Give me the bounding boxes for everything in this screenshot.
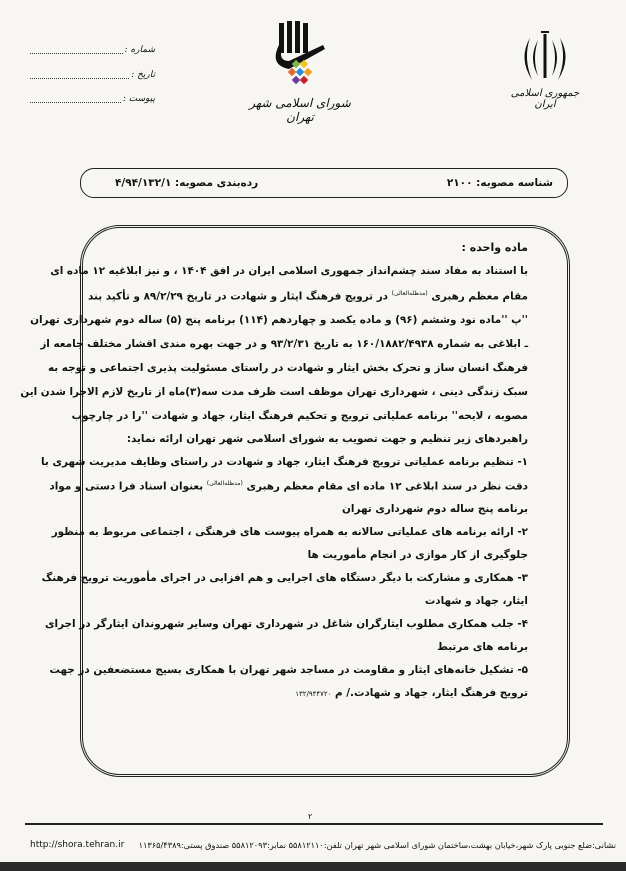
date-field (30, 70, 155, 80)
body-line (93, 687, 528, 699)
honorific: (مدظله‌العالی) (391, 290, 428, 297)
date-blank (30, 70, 129, 79)
body-line: فرهنگ انسان ساز و تحرک بخش ایثار و شهادت در راستای مسئولیت پذیری اجتماعی و توجه به (47, 362, 528, 374)
resolution-meta-box (80, 168, 568, 198)
attachment-field (30, 94, 155, 104)
reference-code: ۱۳۲/۹۴۴۷۲۰ (295, 690, 332, 698)
leader-title: مقام معظم رهبری (431, 290, 528, 303)
council-caption: شورای اسلامی شهر تهران (249, 96, 351, 124)
list-item-4: ۴- جلب همکاری مطلوب ایثارگران شاغل در شهرداری تهران وسایر شهروندان ایثارگر در اجرای (45, 618, 528, 630)
address-text: نشانی:ضلع جنوبی پارک شهر،خیابان بهشت،ساختمان شورای اسلامی شهر تهران تلفن:۵۵۸۱۲۱۱۰ نمابر:۵۵۸۱۲۰۹۳ صندوق پستی:۱۱۳۶۵/۴۳۸۹ (138, 840, 616, 850)
body-line: برنامه پنج ساله دوم شهرداری تهران (342, 503, 528, 515)
body-line-text: ترویج فرهنگ ایثار، جهاد و شهادت./ م (335, 687, 528, 699)
attachment-blank (30, 94, 121, 103)
body-line: مصوبه ، لایحه'' برنامه عملیاتی ترویج و تحکیم فرهنگ ایثار، جهاد و شهادت ''را در چارچوب (71, 410, 528, 422)
list-item-3: ۳- همکاری و مشارکت با دیگر دستگاه های اجرایی و هم افزایی در اجرای مأموریت ترویج فرهنگ (41, 572, 528, 584)
number-blank (30, 45, 123, 54)
number-label: شماره : (124, 45, 155, 55)
resolution-id: شناسه مصوبه: ۲۱۰۰ (446, 177, 553, 189)
iran-emblem-logo (520, 30, 570, 86)
body-line: ـ ابلاغی به شماره ۱۶۰/۱۸۸۲/۴۹۳۸ به تاریخ ۹۳/۲/۳۱ و در جهت بهره مندی اقشار مختلف جامعه از (40, 338, 528, 350)
body-line (49, 480, 528, 493)
footer-divider (25, 823, 603, 825)
body-line: جلوگیری از کار موازی در انجام مأموریت ها (307, 549, 528, 561)
article-heading: ماده واحده : (461, 241, 528, 254)
body-line: راهبردهای زیر تنظیم و جهت تصویب به شورای اسلامی شهر تهران ارائه نماید: (126, 433, 528, 445)
list-item-5: ۵- تشکیل خانه‌های ایثار و مقاومت در مساجد شهر تهران با همکاری بسیج مستضعفین در جهت (49, 664, 528, 676)
attachment-label: پیوست : (122, 94, 155, 104)
list-item-1: ۱- تنظیم برنامه عملیاتی ترویج فرهنگ ایثار، جهاد و شهادت در راستای وظایف مدیریت شهری با (41, 456, 528, 468)
body-line: ایثار، جهاد و شهادت (424, 595, 528, 607)
body-line (88, 290, 528, 303)
date-label: تاریخ : (131, 70, 155, 80)
body-line: برنامه های مرتبط (437, 641, 528, 653)
body-line-text: بعنوان اسناد فرا دستی و مواد (49, 480, 204, 493)
body-line: سبک زندگی دینی ، شهرداری تهران موظف است ظرف مدت سه(۳)ماه از تاریخ لازم الاجرا شدن این (20, 386, 528, 398)
website-link[interactable]: http://shora.tehran.ir (30, 840, 125, 850)
body-line: ''پ ''ماده نود وششم (۹۶) و ماده یکصد و چهاردهم (۱۱۴) برنامه پنج (۵) ساله دوم شهرداری تهران (30, 314, 528, 326)
body-line-text: در ترویج فرهنگ ایثار و شهادت در تاریخ ۸۹/۲/۲۹ و تأکید بند (88, 290, 389, 303)
number-field (30, 45, 155, 55)
list-item-2: ۲- ارائه برنامه های عملیاتی سالانه به همراه پیوست های فرهنگی ، اجتماعی مربوط به منظور (51, 526, 528, 538)
body-line-text: دقت نظر در سند ابلاغی ۱۲ ماده ای مقام معظم رهبری (246, 480, 528, 493)
emblem-caption: جمهوری اسلامی ایران (510, 88, 580, 110)
body-line: با استناد به مفاد سند چشم‌انداز جمهوری اسلامی ایران در افق ۱۴۰۴ ، و نیز ابلاغیه ۱۲ ماده ای (50, 265, 528, 277)
page-number: ۲ (308, 812, 313, 821)
tehran-council-logo (265, 15, 335, 95)
footer-address (30, 840, 616, 850)
resolution-classification: رده‌بندی مصوبه: ۴/۹۴/۱۳۲/۱ (115, 177, 259, 189)
scan-edge (0, 862, 626, 871)
honorific: (مدظله‌العالی) (206, 480, 243, 487)
